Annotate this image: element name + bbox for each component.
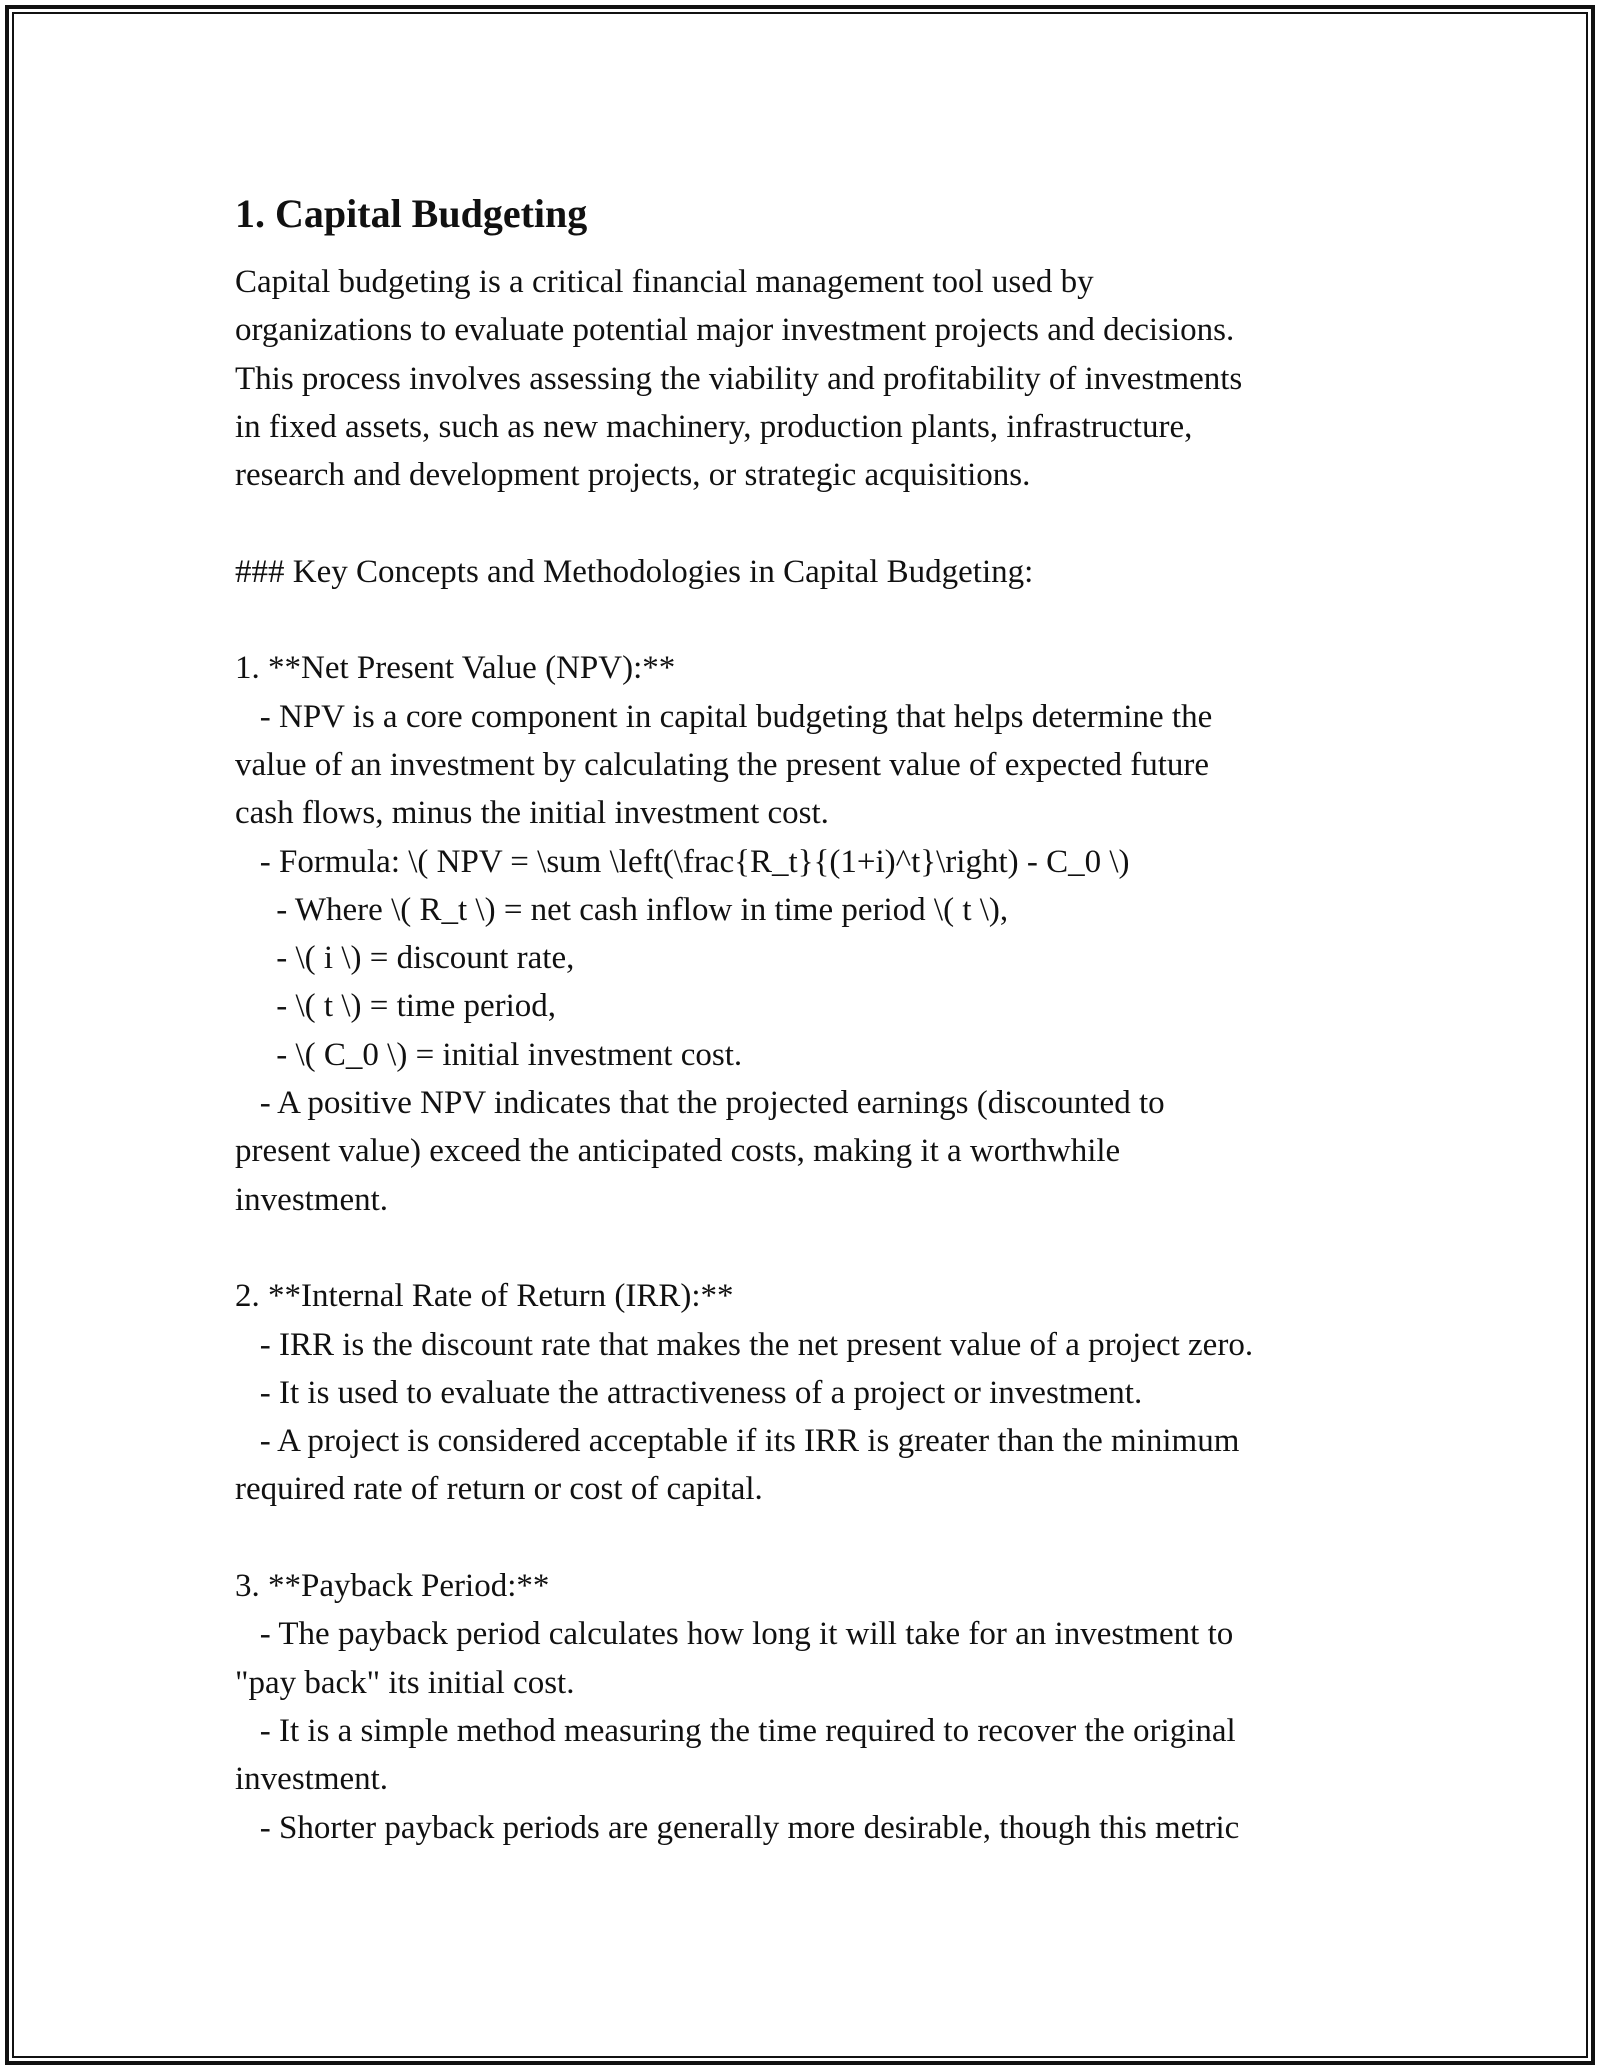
section-heading: 1. Capital Budgeting [235, 191, 588, 236]
document-content [235, 186, 1375, 1852]
section-body-text: Capital budgeting is a critical financial management tool used by organizations to evaluate potential major investment projects and decisions. This process involves assessing the viability and profitability of investments in fixed assets, such as new machinery, production plants, infrastructure, research and development projects, or strategic acquisitions. ### Key Concepts and Methodologies in Capital Budgeting: 1. **Net Present Value (NPV):** - NPV is a core component in capital budgeting that helps determine the value of an investment by calculating the present value of expected future cash flows, minus the initial investment cost. - Formula: \( NPV = \sum \left(\frac{R_t}{(1+i)^t}\right) - C_0 \) - Where \( R_t \) = net cash inflow in time period \( t \), - \( i \) = discount rate, - \( t \) = time period, - \( C_0 \) = initial investment cost. - A positive NPV indicates that the projected earnings (discounted to present value) exceed the anticipated costs, making it a worthwhile investment. 2. **Internal Rate of Return (IRR):** - IRR is the discount rate that makes the net present value of a project zero. - It is used to evaluate the attractiveness of a project or investment. - A project is considered acceptable if its IRR is greater than the minimum required rate of return or cost of capital. 3. **Payback Period:** - The payback period calculates how long it will take for an investment to "pay back" its initial cost. - It is a simple method measuring the time required to recover the original investment. - Shorter payback periods are generally more desirable, though this metric [235, 264, 1254, 1846]
